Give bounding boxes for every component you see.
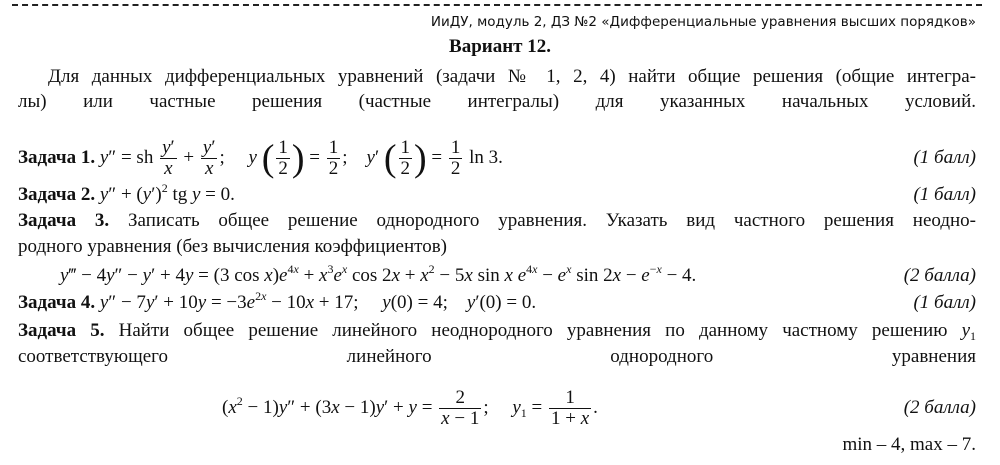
- intro-line-2: лы) или частные решения (частные интегралы) для указанных начальных условий.: [18, 91, 976, 112]
- task-3-text-1: Записать общее решение однородного уравнения. Указать вид частного решения неодно-: [128, 210, 976, 231]
- task-2-equation: $y'' + (y')^2$ tg y = 0.: [99, 181, 235, 205]
- task-2-points: (1 балл): [913, 184, 976, 205]
- footer-row: [18, 432, 976, 458]
- task-4-points: (1 балл): [913, 292, 976, 313]
- course-header: ИиДУ, модуль 2, ДЗ №2 «Дифференциальные уравнения высших порядков»: [430, 14, 976, 30]
- task-3-equation: y‴ − 4y″ − y′ + 4y = (3 $\cos x)e^{4x} + x^3e^x$ $\cos 2x + x^2 - 5x$ sin x $e^{4x} - e^x$ $\sin 2x - e^{-x} - 4$. (2 балла): [60, 262, 976, 290]
- task-4-equation: $y'' - 7y' + 10y = -3e^{2x} - 10x + 17$; y(0) = 4; y′(0) = 0.: [99, 289, 537, 313]
- task-1-label: Задача 1.: [18, 147, 96, 168]
- task-5-equation: $(x^2 - 1)y'' + (3x - 1)y' + y$ = $\frac{2}{x - 1}$ ; $y_1$ = $\frac{1}{1 + x}$ .: [222, 387, 598, 430]
- task-5-points: (2 балла): [903, 397, 976, 418]
- top-dashed-rule: [12, 4, 982, 6]
- task-2: [18, 182, 976, 208]
- task-3-text-2: родного уравнения (без вычисления коэффициентов): [18, 236, 447, 257]
- task-1-points: (1 балл): [913, 147, 976, 168]
- task-1: [18, 134, 976, 182]
- task-5-equation-row: [18, 384, 976, 432]
- intro-line-1: Для данных дифференциальных уравнений (задачи № 1, 2, 4) найти общие решения (общие интегра-: [48, 66, 976, 87]
- task-1-equation: y″ = sh $\frac{y'}{x}$ + $\frac{y'}{x}$ ; y ( $\frac{1}{2}$ ) = $\frac{1}{2}$ ; y′ ( $\frac{1}{2}$ ) = $\frac{1}{2}$ ln 3.: [99, 137, 503, 180]
- task-3-line-2: [18, 234, 976, 260]
- task-4-label: Задача 4.: [18, 292, 96, 313]
- task-5-y1: $y_1$: [961, 320, 976, 343]
- task-5-line-2: [18, 344, 976, 370]
- task-5-label: Задача 5.: [18, 320, 105, 341]
- variant-title: Вариант 12.: [449, 36, 551, 57]
- intro-paragraph: [18, 64, 976, 114]
- task-5-text-1: Найти общее решение линейного неоднородного уравнения по данному частному решению: [118, 320, 948, 341]
- task-3-line-1: [18, 208, 976, 234]
- min-max-score: min – 4, max – 7.: [842, 434, 976, 455]
- task-3-label: Задача 3.: [18, 210, 110, 231]
- task-2-label: Задача 2.: [18, 184, 96, 205]
- task-5-line-1: [18, 318, 976, 344]
- task-5-text-2: соответствующего линейного однородного уравнения: [18, 346, 976, 367]
- task-3-points: (2 балла): [903, 265, 976, 286]
- task-4: [18, 290, 976, 316]
